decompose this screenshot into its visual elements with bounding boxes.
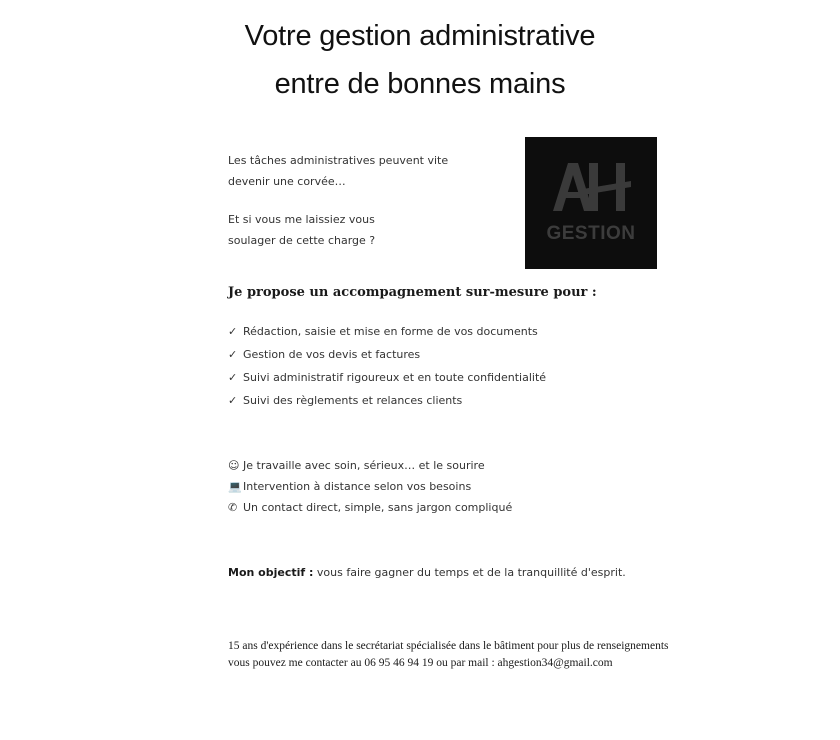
offer-list bbox=[228, 320, 546, 412]
feature-text: Un contact direct, simple, sans jargon compliqué bbox=[243, 501, 513, 514]
check-icon: ✓ bbox=[228, 394, 238, 407]
list-item-text: Rédaction, saisie et mise en forme de vos documents bbox=[243, 325, 538, 338]
contact-paragraph: 15 ans d'expérience dans le secrétariat spécialisée dans le bâtiment pour plus de renseignements vous pouvez me contacter au 06 95 46 94 19 ou par mail : ahgestion34@gmail.com bbox=[228, 640, 669, 669]
list-item-text: Suivi administratif rigoureux et en toute confidentialité bbox=[243, 371, 547, 384]
logo-wordmark: GESTION bbox=[546, 223, 636, 244]
offer-heading: Je propose un accompagnement sur-mesure pour : bbox=[228, 285, 597, 300]
feature-text: Je travaille avec soin, sérieux… et le sourire bbox=[243, 459, 485, 472]
intro-paragraph-2-line-2: soulager de cette charge ? bbox=[228, 234, 376, 247]
list-item bbox=[228, 320, 546, 343]
phone-icon: ✆ bbox=[228, 501, 238, 514]
list-item bbox=[228, 366, 546, 389]
ah-gestion-logo bbox=[525, 137, 657, 269]
objective-text: vous faire gagner du temps et de la tranquillité d'esprit. bbox=[313, 566, 626, 579]
intro-paragraph-1 bbox=[228, 150, 448, 192]
objective-label: Mon objectif : bbox=[228, 566, 314, 579]
feature-contact bbox=[228, 497, 512, 518]
list-item-text: Suivi des règlements et relances clients bbox=[243, 394, 463, 407]
list-item-text: Gestion de vos devis et factures bbox=[243, 348, 421, 361]
check-icon: ✓ bbox=[228, 348, 238, 361]
feature-care bbox=[228, 455, 512, 476]
logo-graphic bbox=[525, 137, 657, 269]
feature-text: Intervention à distance selon vos besoins bbox=[243, 480, 472, 493]
check-icon: ✓ bbox=[228, 371, 238, 384]
smiley-icon: ☺ bbox=[228, 459, 240, 472]
feature-remote bbox=[228, 476, 512, 497]
laptop-icon: 💻 bbox=[228, 480, 242, 493]
logo-mark-icon bbox=[553, 163, 631, 211]
intro-paragraph-1-line-2: devenir une corvée… bbox=[228, 175, 346, 188]
check-icon: ✓ bbox=[228, 325, 238, 338]
list-item bbox=[228, 389, 546, 412]
title-line-2: entre de bonnes mains bbox=[274, 68, 566, 100]
objective-line bbox=[228, 566, 626, 579]
intro-paragraph-2-line-1: Et si vous me laissiez vous bbox=[228, 213, 375, 226]
intro-paragraph-2 bbox=[228, 209, 375, 251]
features-list bbox=[228, 455, 512, 518]
intro-paragraph-1-line-1: Les tâches administratives peuvent vite bbox=[228, 154, 449, 167]
list-item bbox=[228, 343, 546, 366]
title-line-1: Votre gestion administrative bbox=[244, 20, 596, 52]
